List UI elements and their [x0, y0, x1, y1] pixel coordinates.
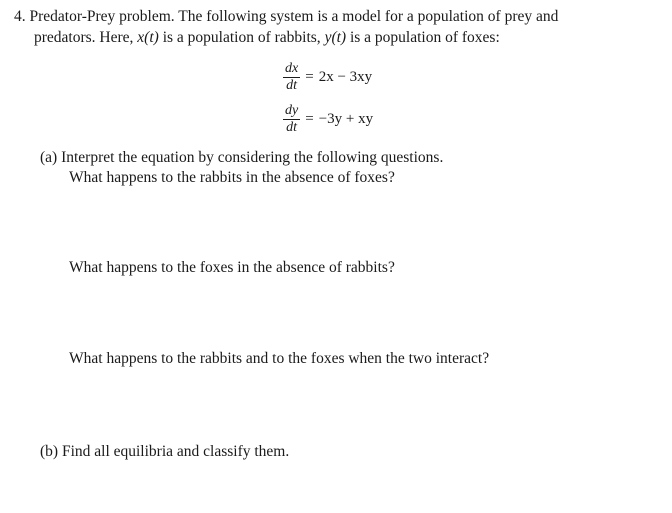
equation-rhs: −3y + xy: [318, 110, 374, 127]
problem-line2-part1: predators. Here,: [34, 29, 138, 46]
problem-line2-part3: is a population of foxes:: [346, 29, 500, 46]
y-of-t: y(t): [324, 29, 347, 46]
equals-sign: =: [305, 110, 314, 127]
differential-equations: [283, 56, 373, 140]
fraction-denominator: dt: [286, 77, 298, 93]
fraction-dx-dt: [283, 62, 300, 93]
equation-rhs: 2x − 3xy: [318, 68, 373, 85]
part-b: [40, 442, 289, 462]
fraction-denominator: dt: [286, 119, 298, 135]
equals-sign: =: [305, 68, 314, 85]
problem-line2: [14, 27, 654, 48]
problem-number: 4.: [14, 8, 26, 25]
equation-dx-dt: [283, 56, 373, 98]
part-a-label: (a): [40, 149, 58, 166]
part-a-question3: What happens to the rabbits and to the foxes when the two interact?: [69, 350, 490, 367]
x-of-t: x(t): [137, 29, 159, 46]
fraction-numerator: dx: [285, 60, 299, 76]
part-a-question2: What happens to the foxes in the absence of rabbits?: [69, 259, 395, 276]
part-b-label: (b): [40, 443, 59, 460]
problem-line2-part2: is a population of rabbits,: [158, 29, 325, 46]
fraction-dy-dt: [283, 104, 300, 135]
fraction-numerator: dy: [285, 102, 299, 118]
part-b-text: Find all equilibria and classify them.: [61, 443, 290, 460]
part-a-intro: Interpret the equation by considering the following questions.: [61, 149, 444, 166]
problem-line1: Predator-Prey problem. The following system is a model for a population of prey and: [29, 8, 559, 25]
equation-dy-dt: [283, 98, 373, 140]
problem-statement: [14, 6, 654, 48]
part-a: [40, 148, 443, 188]
part-a-question1: What happens to the rabbits in the absence of foxes?: [69, 169, 395, 186]
